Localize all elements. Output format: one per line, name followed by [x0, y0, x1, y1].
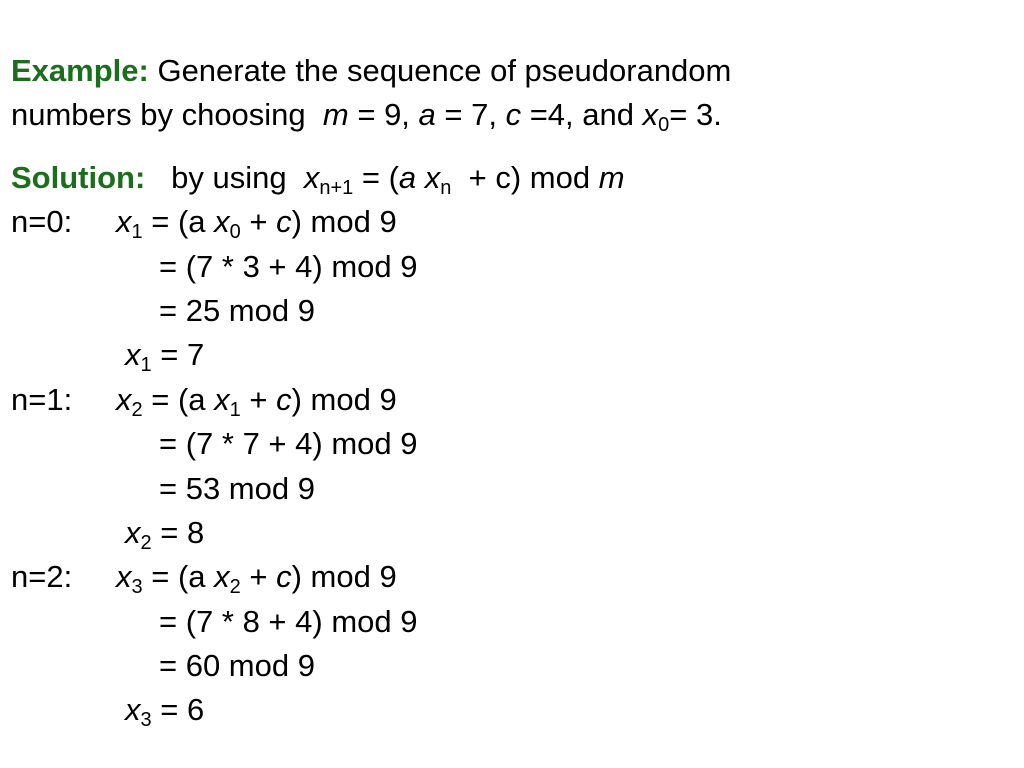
step-0-label: n=0: [11, 204, 73, 239]
example-text: Generate the sequence of pseudorandom [148, 53, 732, 88]
step-0-sub: 1 [131, 221, 143, 243]
step-2-line-3 [11, 650, 315, 681]
step-2-res-val: = 6 [151, 692, 205, 727]
x-variable: x [642, 97, 659, 132]
step-2-c: c [276, 559, 292, 594]
formula-sub-n: n [440, 177, 452, 199]
step-2-line-1 [11, 561, 397, 597]
step-1-mod-result: = 53 mod 9 [159, 471, 315, 506]
step-0-eq: = (a [142, 204, 215, 239]
step-0-expansion: = (7 * 3 + 4) mod 9 [159, 249, 418, 284]
step-1-plus: + [240, 382, 277, 417]
step-1-x: x [116, 382, 132, 417]
step-1-res-x: x [125, 515, 141, 550]
step-1-line-2 [11, 428, 417, 459]
step-2-x2: x [214, 559, 230, 594]
step-2-res-x: x [125, 692, 141, 727]
step-1-line-1 [11, 384, 397, 420]
formula-eq: = ( [353, 160, 399, 195]
c-value: =4, and [521, 97, 643, 132]
formula-sub-n1: n+1 [319, 177, 354, 199]
step-1-c: c [276, 382, 292, 417]
example-label: Example: [11, 53, 149, 88]
step-2-expansion: = (7 * 8 + 4) mod 9 [159, 604, 418, 639]
step-2-plus: + [240, 559, 277, 594]
step-0-res-val: = 7 [151, 337, 205, 372]
step-2-mod-result: = 60 mod 9 [159, 648, 315, 683]
step-2-label: n=2: [11, 559, 73, 594]
x-value: = 3. [669, 97, 722, 132]
step-0-plus: + [240, 204, 277, 239]
step-1-line-3 [11, 473, 315, 504]
step-2-x: x [116, 559, 132, 594]
solution-text: by using [145, 160, 304, 195]
step-1-eq: = (a [142, 382, 215, 417]
step-1-mod: ) mod 9 [291, 382, 397, 417]
example-line-2 [11, 99, 722, 135]
formula-x: x [303, 160, 320, 195]
step-1-x2: x [214, 382, 230, 417]
step-1-sub2: 1 [229, 399, 241, 421]
a-variable: a [418, 97, 436, 132]
step-2-line-2 [11, 606, 417, 637]
step-0-x2: x [214, 204, 230, 239]
formula-x2: x [424, 160, 441, 195]
formula-a: a [398, 160, 417, 195]
step-2-sub2: 2 [229, 576, 241, 598]
formula-space [416, 160, 425, 195]
step-1-res-sub: 2 [140, 532, 152, 554]
step-2-eq: = (a [142, 559, 215, 594]
step-2-res-sub: 3 [140, 709, 152, 731]
step-2-sub: 3 [131, 576, 143, 598]
step-1-result [11, 517, 204, 553]
step-0-res-sub: 1 [140, 354, 152, 376]
step-0-mod: ) mod 9 [291, 204, 397, 239]
formula-m: m [598, 160, 625, 195]
step-1-expansion: = (7 * 7 + 4) mod 9 [159, 426, 418, 461]
step-0-mod-result: = 25 mod 9 [159, 293, 315, 328]
step-0-res-x: x [125, 337, 141, 372]
step-0-c: c [276, 204, 292, 239]
formula-plus: + c) mod [451, 160, 599, 195]
step-2-result [11, 694, 204, 730]
step-0-x: x [116, 204, 132, 239]
m-value: = 9, [348, 97, 419, 132]
solution-label: Solution: [11, 160, 146, 195]
solution-line [11, 162, 625, 198]
m-variable: m [322, 97, 349, 132]
x-subscript: 0 [658, 114, 670, 136]
a-value: = 7, [435, 97, 506, 132]
example-prefix: numbers by choosing [11, 97, 323, 132]
step-0-line-3 [11, 295, 315, 326]
example-line-1 [11, 55, 731, 86]
step-0-line-2 [11, 251, 417, 282]
step-1-label: n=1: [11, 382, 73, 417]
step-2-mod: ) mod 9 [291, 559, 397, 594]
c-variable: c [505, 97, 522, 132]
step-0-result [11, 339, 204, 375]
step-1-res-val: = 8 [151, 515, 205, 550]
step-0-sub2: 0 [229, 221, 241, 243]
step-1-sub: 2 [131, 399, 143, 421]
step-0-line-1 [11, 206, 397, 242]
